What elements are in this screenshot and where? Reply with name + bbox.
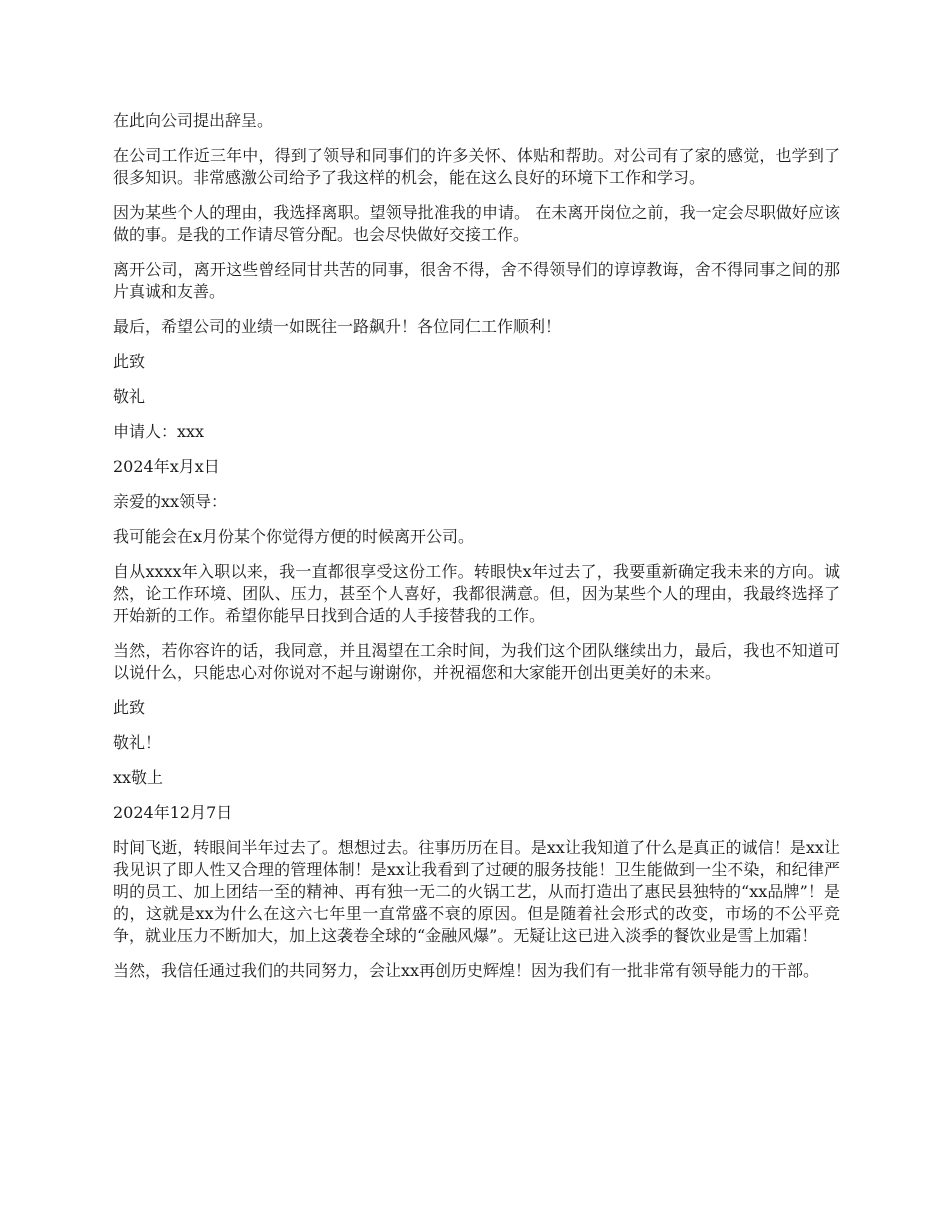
paragraph: 时间飞逝，转眼间半年过去了。想想过去。往事历历在目。是xx让我知道了什么是真正的诚信！是xx让我见识了即人性又合理的管理体制！是xx让我看到了过硬的服务技能！卫生能做到一尘不染，和纪律严明的员工、加上团结一至的精神、再有独一无二的火锅工艺，从而打造出了惠民县独特的“xx品牌”！是的，这就是xx为什么在这六七年里一直常盛不衰的原因。但是随着社会形式的改变，市场的不公平竞争，就业压力不断加大，加上这袭卷全球的“金融风爆”。无疑让这已进入淡季的餐饮业是雪上加霜！ bbox=[113, 838, 840, 945]
signature-line: 申请人：xxx bbox=[113, 422, 205, 441]
paragraph: 在公司工作近三年中，得到了领导和同事们的许多关怀、体贴和帮助。对公司有了家的感觉，也学到了很多知识。非常感激公司给予了我这样的机会，能在这么良好的环境下工作和学习。 bbox=[113, 146, 840, 187]
salutation-line: 敬礼！ bbox=[113, 733, 162, 752]
paragraph: 最后，希望公司的业绩一如既往一路飙升！各位同仁工作顺利！ bbox=[113, 317, 562, 336]
paragraph: 离开公司，离开这些曾经同甘共苦的同事，很舍不得，舍不得领导们的谆谆教诲，舍不得同事之间的那片真诚和友善。 bbox=[113, 260, 840, 301]
paragraph: 我可能会在x月份某个你觉得方便的时候离开公司。 bbox=[113, 527, 475, 546]
paragraph: 自从xxxx年入职以来，我一直都很享受这份工作。转眼快x年过去了，我要重新确定我未来的方向。诚然，论工作环境、团队、压力，甚至个人喜好，我都很满意。但，因为某些个人的理由，我最终选择了开始新的工作。希望你能早日找到合适的人手接替我的工作。 bbox=[113, 562, 840, 625]
signature-line: xx敬上 bbox=[113, 768, 164, 787]
paragraph: 当然，若你容许的话，我同意，并且渴望在工余时间，为我们这个团队继续出力，最后，我也不知道可以说什么，只能忠心对你说对不起与谢谢你，并祝福您和大家能开创出更美好的未来。 bbox=[113, 641, 840, 682]
date-line: 2024年12月7日 bbox=[113, 803, 233, 822]
document-body bbox=[113, 110, 840, 995]
salutation-line: 此致 bbox=[113, 698, 146, 717]
paragraph: 在此向公司提出辞呈。 bbox=[113, 111, 274, 130]
salutation-line: 此致 bbox=[113, 352, 146, 371]
salutation-line: 敬礼 bbox=[113, 387, 146, 406]
paragraph: 当然，我信任通过我们的共同努力，会让xx再创历史辉煌！因为我们有一批非常有领导能力的干部。 bbox=[113, 961, 820, 980]
paragraph: 因为某些个人的理由，我选择离职。望领导批准我的申请。 在未离开岗位之前，我一定会尽职做好应该做的事。是我的工作请尽管分配。也会尽快做好交接工作。 bbox=[113, 203, 840, 244]
date-line: 2024年x月x日 bbox=[113, 457, 220, 476]
greeting-line: 亲爱的xx领导： bbox=[113, 492, 228, 511]
